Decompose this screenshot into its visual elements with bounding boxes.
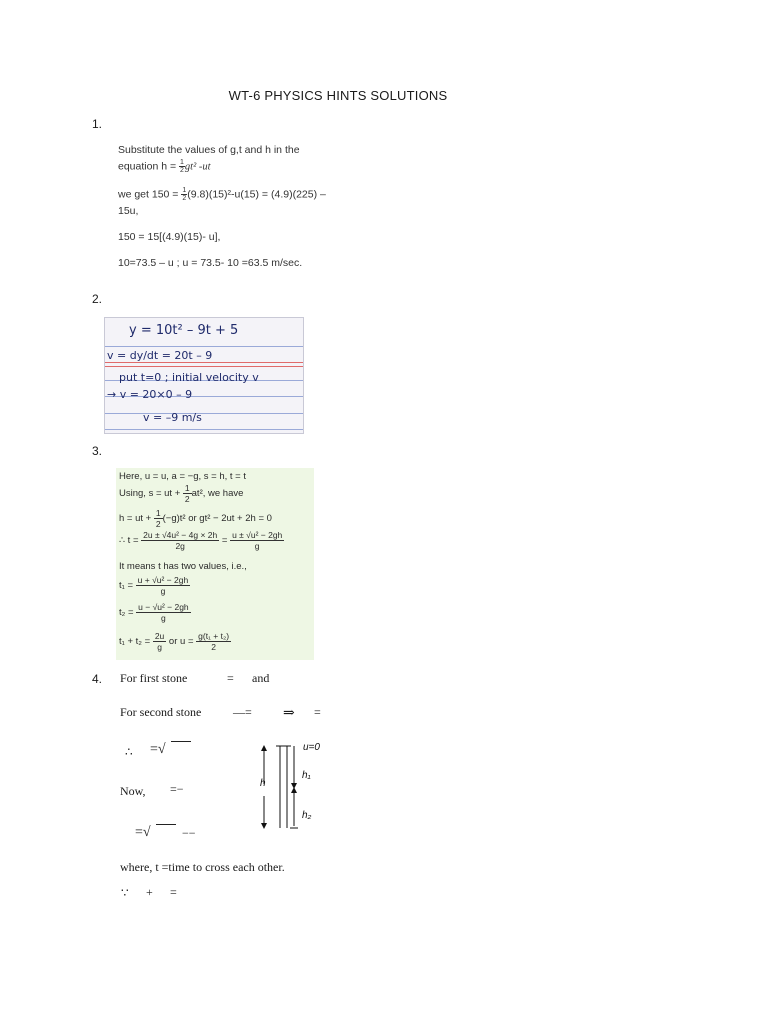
eq-symbol-3: = bbox=[314, 705, 321, 719]
eq-symbol-5: =− bbox=[170, 782, 184, 796]
sqrt-expression-2: =√ bbox=[135, 825, 151, 840]
q3-t2: t₂ = $\frac{\text{u − √u² − 2gh}}{g}$ bbox=[119, 602, 189, 623]
hw-line-5: v = –9 m/s bbox=[143, 411, 202, 424]
q3-line-3: h = ut + $\frac{1}{2}$ (−g)t² or gt² − 2ut + 2h = 0 bbox=[119, 508, 272, 529]
eq-symbol-6b: −− bbox=[182, 826, 196, 840]
eq-symbol-7: = bbox=[170, 885, 177, 899]
q3-t1: t₁ = $\frac{\text{u + √u² − 2gh}}{g}$ bbox=[119, 575, 189, 596]
now-label: Now, bbox=[120, 784, 146, 798]
q3-sum: t₁ + t₂ = $\frac{2u}{g}$ or u = $\frac{\text{g(t₁ + t₂)}}{2}$ bbox=[119, 631, 230, 652]
q3-line-5: It means t has two values, i.e., bbox=[119, 561, 247, 572]
q1-line-1: Substitute the values of g,t and h in the bbox=[118, 144, 300, 156]
q3-line-4: ∴ t = $\frac{\text{2u ± √4u² − 4g × 2h}}{2g}$ = $\frac{\text{u ± √u² − 2gh}}{g}$ bbox=[119, 530, 283, 551]
q1-line-2: equation h = $\frac{1}{2}$ gt² -ut bbox=[118, 159, 211, 175]
solution-1 bbox=[118, 143, 338, 280]
hw-line-2: v = dy/dt = 20t – 9 bbox=[107, 349, 213, 362]
q3-line-1: Here, u = u, a = −g, s = h, t = t bbox=[119, 471, 247, 482]
q1-line-4: 15u, bbox=[118, 204, 139, 217]
solution-3-box bbox=[116, 468, 314, 660]
second-stone-label: For second stone bbox=[120, 705, 202, 719]
handwritten-solution-image bbox=[104, 317, 304, 434]
q1-line-3: we get 150 = $\frac{1}{2}$ (9.8)(15)²-u(15) = (4.9)(225) – bbox=[118, 186, 326, 202]
q1-line-5: 150 = 15[(4.9)(15)- u], bbox=[118, 230, 221, 243]
page-title: WT-6 PHYSICS HINTS SOLUTIONS bbox=[228, 88, 448, 103]
q3-line-2: Using, s = ut + $\frac{1}{2}$ at², we have bbox=[119, 483, 244, 504]
sqrt-bar-2 bbox=[156, 824, 176, 825]
because-symbol: ∵ bbox=[121, 886, 129, 900]
question-number-3: 3. bbox=[92, 444, 103, 458]
question-number-4: 4. bbox=[92, 672, 103, 686]
h-label: h bbox=[260, 778, 266, 789]
height-diagram bbox=[254, 740, 344, 832]
h1-label: h₁ bbox=[302, 770, 311, 781]
eq-symbol-2: —= bbox=[233, 705, 252, 719]
hw-line-1: y = 10t² – 9t + 5 bbox=[129, 323, 239, 338]
question-number-2: 2. bbox=[92, 292, 103, 306]
half-fraction: $\frac{1}{2}$ bbox=[182, 186, 187, 202]
and-label: and bbox=[252, 671, 270, 685]
plus-symbol: + bbox=[146, 885, 153, 899]
where-text: where, t =time to cross each other. bbox=[120, 860, 285, 874]
u0-label: u=0 bbox=[303, 742, 320, 753]
sqrt-expression-1: =√ bbox=[150, 742, 166, 757]
question-number-1: 1. bbox=[92, 117, 103, 131]
hw-line-4: → v = 20×0 – 9 bbox=[107, 388, 193, 401]
q1-line-6: 10=73.5 – u ; u = 73.5- 10 =63.5 m/sec. bbox=[118, 256, 303, 269]
implies-symbol: ⇒ bbox=[283, 706, 295, 721]
therefore-symbol: ∴ bbox=[125, 745, 133, 759]
sqrt-bar-1 bbox=[171, 741, 191, 742]
hw-line-3: put t=0 ; initial velocity v bbox=[119, 371, 259, 384]
half-fraction: $\frac{1}{2}$ bbox=[180, 159, 184, 175]
h2-label: h₂ bbox=[302, 810, 312, 821]
eq-symbol-1: = bbox=[227, 671, 234, 685]
first-stone-label: For first stone bbox=[120, 671, 188, 685]
